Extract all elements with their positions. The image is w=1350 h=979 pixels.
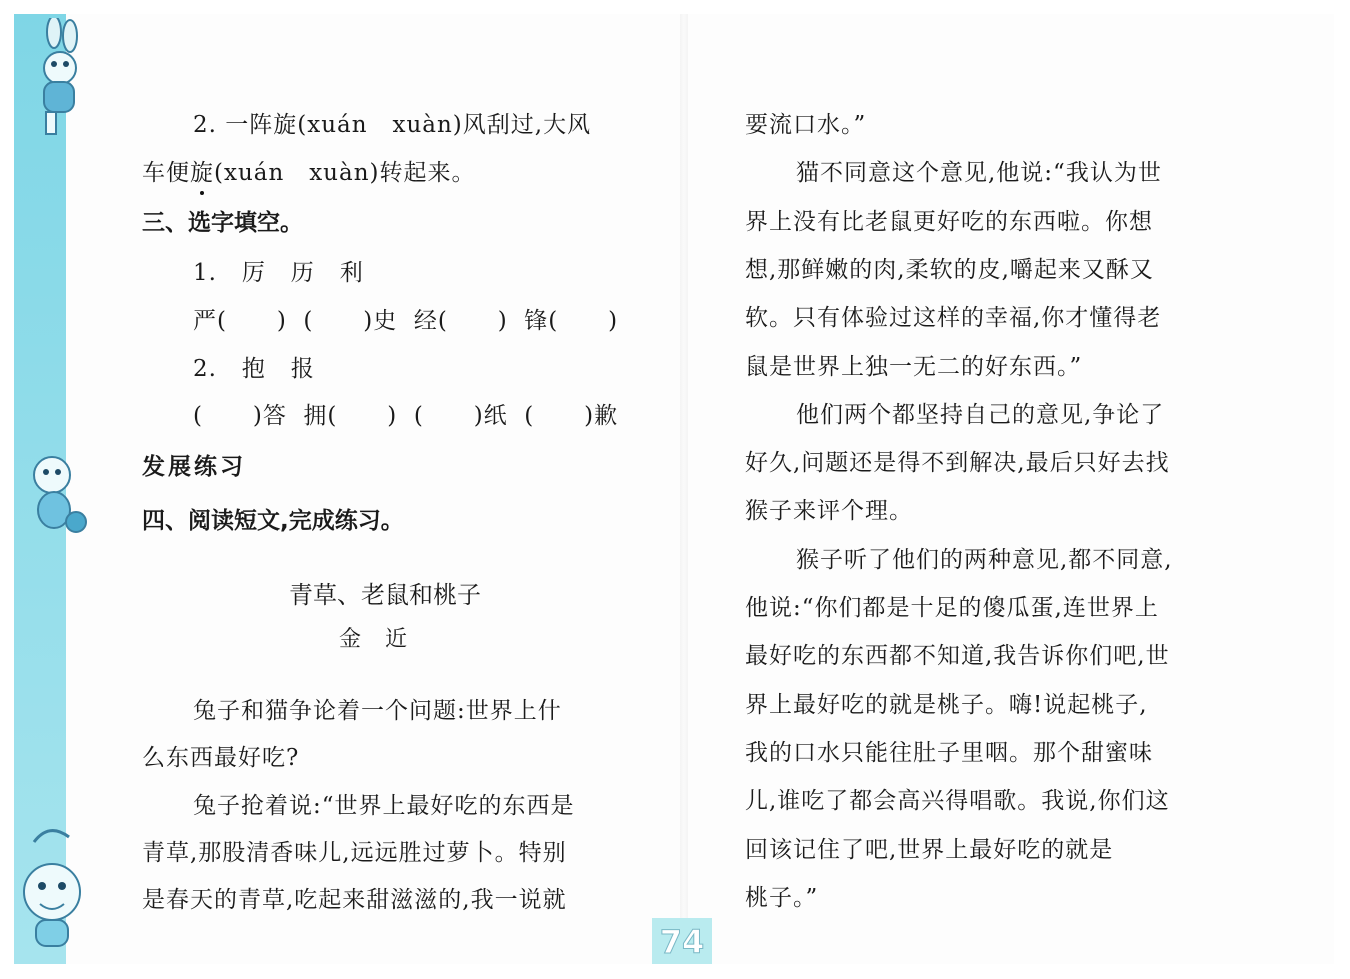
section-4-heading: 四、阅读短文,完成练习。 <box>142 508 404 534</box>
right-text-line: 最好吃的东西都不知道,我告诉你们吧,世 <box>745 643 1170 670</box>
right-text-line: 想,那鲜嫩的肉,柔软的皮,嚼起来又酥又 <box>745 256 1154 283</box>
emphasized-char: 旋 <box>190 154 214 187</box>
right-text-line: 桃子。” <box>745 884 819 911</box>
s3-item1-blanks: 严( ) ( )史 经( ) 锋( ) <box>193 308 619 334</box>
development-practice-heading: 发展练习 <box>142 454 246 480</box>
story-author: 金近 <box>338 627 431 652</box>
s3-item2-blanks: ( )答 拥( ) ( )纸 ( )歉 <box>193 403 619 429</box>
q2-line-2 <box>142 154 476 187</box>
q2-line-2-prefix: 车便 <box>142 160 190 186</box>
section-3-heading: 三、选字填空。 <box>142 210 303 236</box>
page-number: 74 <box>652 918 712 964</box>
right-text-line: 猫不同意这个意见,他说:“我认为世 <box>796 160 1162 187</box>
paragraph-2-line-3: 是春天的青草,吃起来甜滋滋的,我一说就 <box>142 887 567 913</box>
right-text-line: 他们两个都坚持自己的意见,争论了 <box>796 401 1165 428</box>
paragraph-2-line-1: 兔子抢着说:“世界上最好吃的东西是 <box>193 793 575 819</box>
right-text-line: 界上最好吃的就是桃子。嗨!说起桃子, <box>745 691 1148 718</box>
q2-line-2-rest: (xuán xuàn)转起来。 <box>214 160 476 186</box>
page-gutter <box>680 14 688 964</box>
story-title: 青草、老鼠和桃子 <box>289 581 481 609</box>
right-text-line: 软。只有体验过这样的幸福,你才懂得老 <box>745 305 1162 332</box>
right-text-line: 鼠是世界上独一无二的好东西。” <box>745 353 1083 380</box>
right-text-line: 猴子来评个理。 <box>745 498 913 525</box>
right-text-line: 猴子听了他们的两种意见,都不同意, <box>796 546 1173 573</box>
paragraph-1-line-1: 兔子和猫争论着一个问题:世界上什 <box>193 698 562 724</box>
s3-item2-chars: 2. 抱 报 <box>193 356 315 382</box>
right-text-line: 要流口水。” <box>745 112 867 138</box>
s3-item1-chars: 1. 厉 历 利 <box>193 260 364 286</box>
rabbit-mascot-icon <box>14 18 94 138</box>
right-text-line: 他说:“你们都是十足的傻瓜蛋,连世界上 <box>745 595 1159 621</box>
right-text-line: 界上没有比老鼠更好吃的东西啦。你想 <box>745 208 1153 235</box>
raccoon-mascot-icon <box>14 450 94 540</box>
paragraph-1-line-2: 么东西最好吃? <box>142 745 300 771</box>
right-text-line: 回该记住了吧,世界上最好吃的就是 <box>745 836 1114 863</box>
tiger-mascot-icon <box>14 822 94 952</box>
right-text-line: 我的口水只能往肚子里咽。那个甜蜜味 <box>745 739 1153 766</box>
right-text-line: 好久,问题还是得不到解决,最后只好去找 <box>745 450 1170 477</box>
right-text-line: 儿,谁吃了都会高兴得唱歌。我说,你们这 <box>745 788 1170 815</box>
paragraph-2-line-2: 青草,那股清香味儿,远远胜过萝卜。特别 <box>142 840 567 866</box>
q2-line-1: 2. 一阵旋(xuán xuàn)风刮过,大风 <box>193 112 592 138</box>
